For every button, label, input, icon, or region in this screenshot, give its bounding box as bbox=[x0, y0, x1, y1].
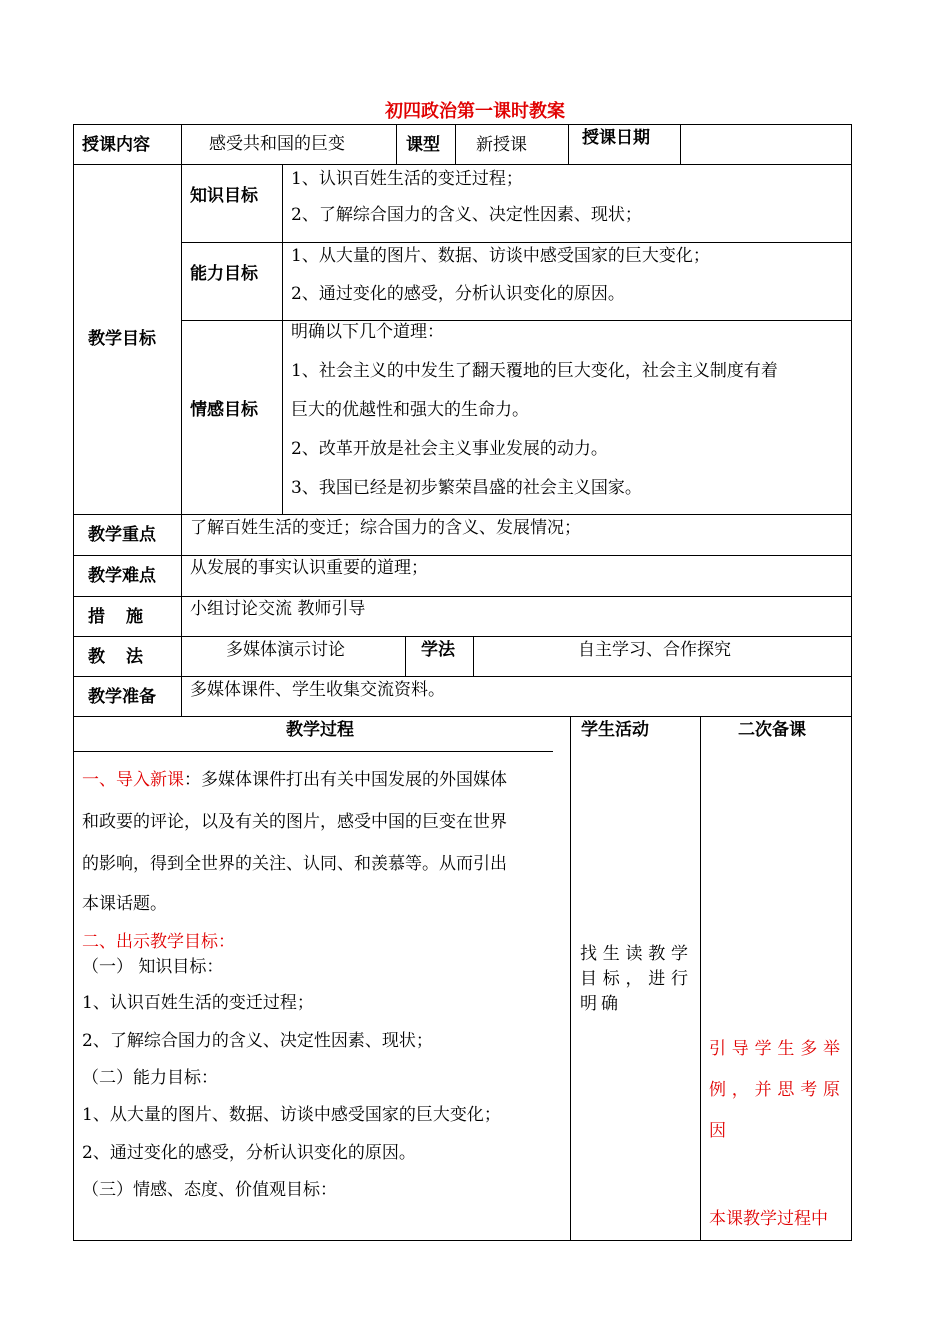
teaching-method-label: 教 法 bbox=[88, 647, 145, 667]
second-prep-note: 本课教学过程中 bbox=[709, 1209, 828, 1229]
key-points-value: 了解百姓生活的变迁；综合国力的含义、发展情况； bbox=[190, 518, 581, 538]
emotion-line: 巨大的优越性和强大的生命力。 bbox=[291, 400, 529, 420]
process-line: 1、从大量的图片、数据、访谈中感受国家的巨大变化； bbox=[82, 1105, 501, 1125]
emotion-label: 情感目标 bbox=[190, 400, 258, 420]
second-prep-note: 引导学生多举例，并思考原因 bbox=[709, 1039, 845, 1141]
process-line: 1、认识百姓生活的变迁过程； bbox=[82, 993, 314, 1013]
student-activity-header: 学生活动 bbox=[581, 720, 649, 740]
objectives-label: 教学目标 bbox=[88, 329, 156, 349]
knowledge-line: 2、了解综合国力的含义、决定性因素、现状； bbox=[291, 205, 642, 225]
intro-text: ：多媒体课件打出有关中国发展的外国媒体 bbox=[184, 770, 507, 790]
emotion-heading: （三）情感、态度、价值观目标： bbox=[82, 1180, 337, 1200]
difficulties-value: 从发展的事实认识重要的道理； bbox=[190, 558, 428, 578]
emotion-line: 3、我国已经是初步繁荣昌盛的社会主义国家。 bbox=[291, 478, 642, 498]
process-line: 2、了解综合国力的含义、决定性因素、现状； bbox=[82, 1031, 433, 1051]
preparation-label: 教学准备 bbox=[88, 687, 156, 707]
content-value: 感受共和国的巨变 bbox=[209, 134, 345, 154]
process-header: 教学过程 bbox=[286, 720, 354, 740]
intro-line bbox=[82, 770, 507, 790]
type-value: 新授课 bbox=[476, 135, 527, 155]
difficulties-label: 教学难点 bbox=[88, 566, 156, 586]
emotion-line: 2、改革开放是社会主义事业发展的动力。 bbox=[291, 439, 608, 459]
page-title: 初四政治第一课时教案 bbox=[385, 101, 565, 122]
emotion-line: 明确以下几个道理： bbox=[291, 322, 444, 342]
measures-value: 小组讨论交流 教师引导 bbox=[190, 599, 366, 619]
knowledge-label: 知识目标 bbox=[190, 186, 258, 206]
goals-heading: 二、出示教学目标： bbox=[82, 932, 235, 952]
ability-line: 2、通过变化的感受，分析认识变化的原因。 bbox=[291, 284, 625, 304]
teaching-method-value: 多媒体演示讨论 bbox=[226, 640, 345, 660]
ability-label: 能力目标 bbox=[190, 264, 258, 284]
emotion-line: 1、社会主义的中发生了翻天覆地的巨大变化，社会主义制度有着 bbox=[291, 361, 778, 381]
ability-heading: （二）能力目标： bbox=[82, 1068, 218, 1088]
type-label: 课型 bbox=[406, 135, 440, 155]
intro-line: 的影响，得到全世界的关注、认同、和羡慕等。从而引出 bbox=[82, 854, 507, 874]
intro-line: 和政要的评论，以及有关的图片，感受中国的巨变在世界 bbox=[82, 812, 507, 832]
study-method-label: 学法 bbox=[421, 640, 455, 660]
intro-line: 本课话题。 bbox=[82, 894, 167, 914]
content-label: 授课内容 bbox=[82, 135, 150, 155]
student-activity-text: 找生读教学目标，进行明确 bbox=[580, 944, 692, 1014]
process-line: 2、通过变化的感受，分析认识变化的原因。 bbox=[82, 1143, 416, 1163]
key-points-label: 教学重点 bbox=[88, 525, 156, 545]
preparation-value: 多媒体课件、学生收集交流资料。 bbox=[190, 680, 445, 700]
measures-label: 措 施 bbox=[88, 607, 145, 627]
ability-line: 1、从大量的图片、数据、访谈中感受国家的巨大变化； bbox=[291, 246, 710, 266]
knowledge-line: 1、认识百姓生活的变迁过程； bbox=[291, 169, 523, 189]
study-method-value: 自主学习、合作探究 bbox=[578, 640, 731, 660]
date-label: 授课日期 bbox=[582, 128, 650, 148]
second-prep-header: 二次备课 bbox=[738, 720, 806, 740]
intro-heading: 一、导入新课 bbox=[82, 770, 184, 790]
knowledge-heading: （一） 知识目标： bbox=[82, 957, 224, 977]
